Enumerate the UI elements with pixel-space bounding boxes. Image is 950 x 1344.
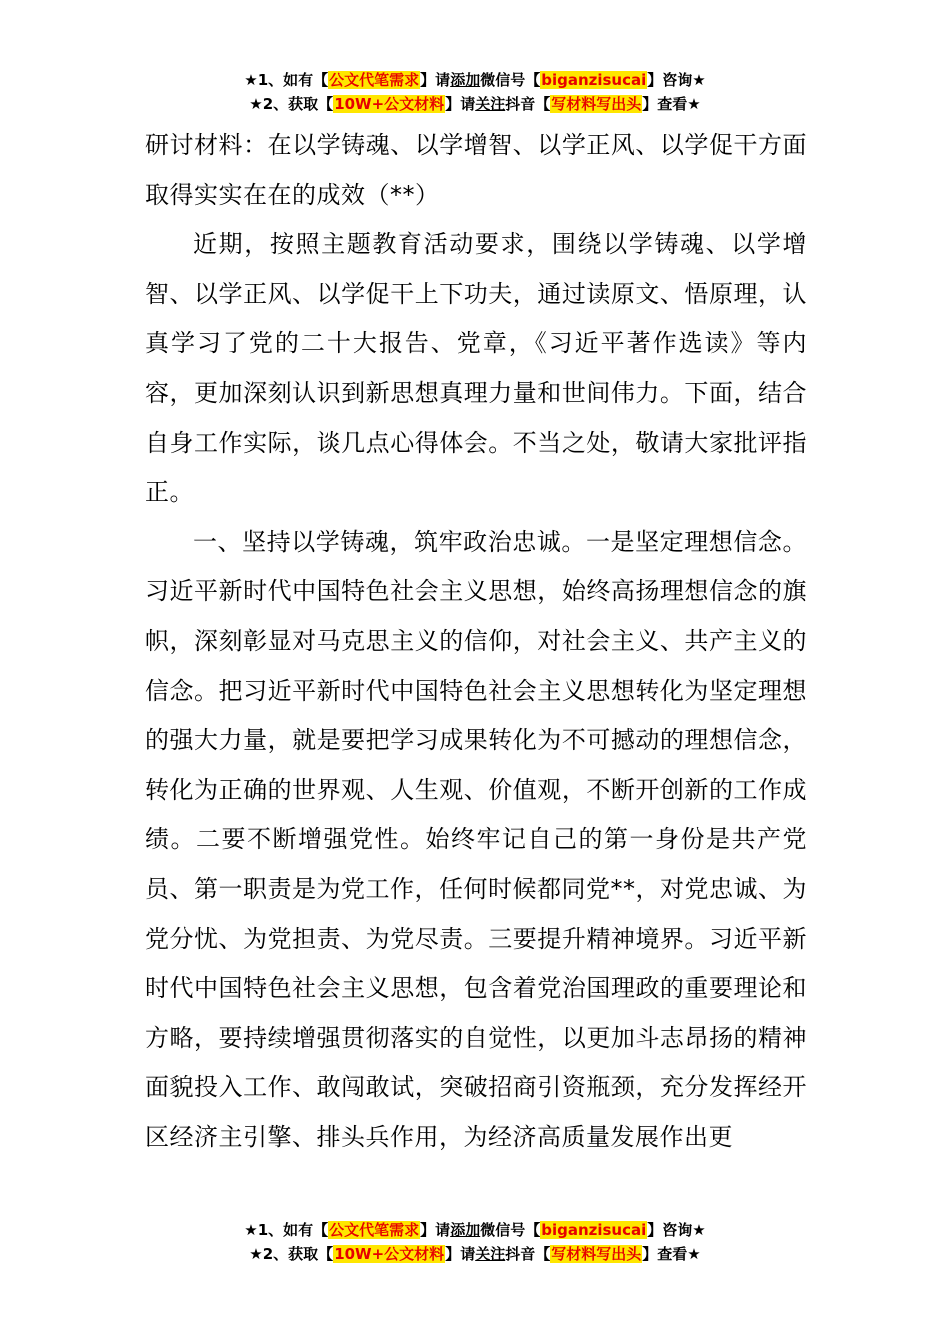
banner-text: 抖音【: [505, 1245, 551, 1263]
banner-line-1: [0, 1218, 950, 1242]
banner-highlight: 公文代笔需求: [329, 1221, 420, 1239]
banner-highlight: 10W+公文材料: [334, 95, 445, 113]
banner-text: 】请: [420, 71, 451, 89]
banner-text: ★2、获取【: [249, 95, 334, 113]
banner-text: 抖音【: [505, 95, 551, 113]
banner-highlight: 公文代笔需求: [329, 71, 420, 89]
banner-text: 】咨询★: [647, 71, 706, 89]
banner-text: 】请: [420, 1221, 451, 1239]
banner-text: 】咨询★: [647, 1221, 706, 1239]
banner-line-1: [0, 68, 950, 92]
banner-line-2: [0, 1242, 950, 1266]
douyin-id-highlight: 写材料写出头: [551, 1245, 642, 1263]
bottom-banner: [0, 1218, 950, 1266]
document-title: 研讨材料：在以学铸魂、以学增智、以学正风、以学促干方面取得实实在在的成效（**）: [145, 131, 807, 209]
banner-text: 微信号【: [480, 71, 541, 89]
banner-text: 】请: [445, 1245, 476, 1263]
banner-text: 】查看★: [642, 1245, 701, 1263]
wechat-id-highlight: biganzisucai: [541, 1221, 647, 1239]
banner-emphasis: 关注: [475, 1245, 506, 1263]
paragraph-intro: 近期，按照主题教育活动要求，围绕以学铸魂、以学增智、以学正风、以学促干上下功夫，通过读原文、悟原理，认真学习了党的二十大报告、党章，《习近平著作选读》等内容，更加深刻认识到新思想真理力量和世间伟力。下面，结合自身工作实际，谈几点心得体会。不当之处，敬请大家批评指正。: [145, 230, 807, 507]
banner-text: ★2、获取【: [249, 1245, 334, 1263]
wechat-id-highlight: biganzisucai: [541, 71, 647, 89]
banner-highlight: 10W+公文材料: [334, 1245, 445, 1263]
banner-text: ★1、如有【: [244, 71, 329, 89]
banner-line-2: [0, 92, 950, 116]
paragraph-section-1: 一、坚持以学铸魂，筑牢政治忠诚。一是坚定理想信念。习近平新时代中国特色社会主义思想，始终高扬理想信念的旗帜，深刻彰显对马克思主义的信仰，对社会主义、共产主义的信念。把习近平新时代中国特色社会主义思想转化为坚定理想的强大力量，就是要把学习成果转化为不可撼动的理想信念，转化为正确的世界观、人生观、价值观，不断开创新的工作成绩。二要不断增强党性。始终牢记自己的第一身份是共产党员、第一职责是为党工作，任何时候都同党**，对党忠诚、为党分忧、为党担责、为党尽责。三要提升精神境界。习近平新时代中国特色社会主义思想，包含着党治国理政的重要理论和方略，要持续增强贯彻落实的自觉性，以更加斗志昂扬的精神面貌投入工作、敢闯敢试，突破招商引资瓶颈，充分发挥经开区经济主引擎、排头兵作用，为经济高质量发展作出更: [145, 527, 807, 1151]
banner-emphasis: 添加: [450, 1221, 481, 1239]
document-body: [145, 121, 807, 1162]
banner-emphasis: 关注: [475, 95, 506, 113]
banner-text: 微信号【: [480, 1221, 541, 1239]
douyin-id-highlight: 写材料写出头: [551, 95, 642, 113]
banner-text: 】查看★: [642, 95, 701, 113]
top-banner: [0, 68, 950, 116]
banner-emphasis: 添加: [450, 71, 481, 89]
banner-text: 】请: [445, 95, 476, 113]
banner-text: ★1、如有【: [244, 1221, 329, 1239]
